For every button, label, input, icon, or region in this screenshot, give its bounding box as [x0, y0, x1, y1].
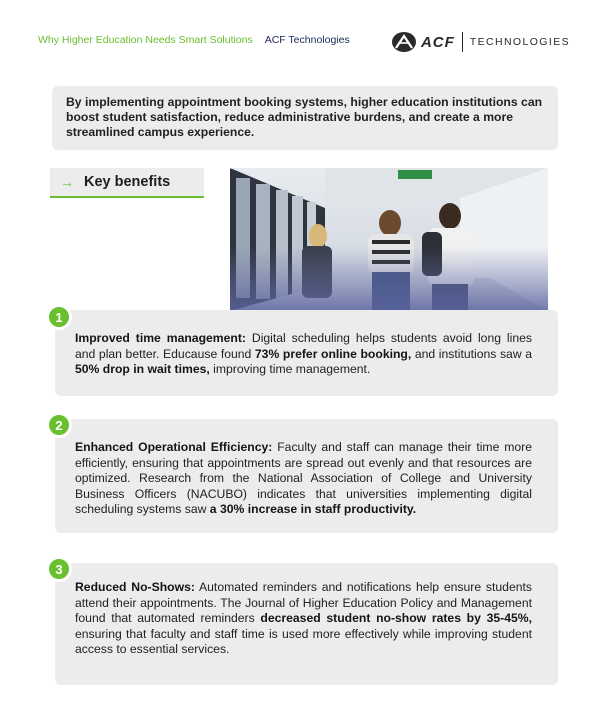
logo-divider — [462, 32, 463, 52]
benefit-text: Digital scheduling helps students avoid long lines and plan better. Educause found — [75, 331, 532, 361]
benefit-card-2 — [55, 419, 558, 533]
acf-logo-mark-icon — [391, 31, 417, 53]
key-benefits-heading — [50, 168, 204, 198]
benefit-card-3 — [55, 563, 558, 685]
benefit-text: ensuring that faculty and staff time is used more effectively while improving student access to essential services. — [75, 626, 532, 656]
benefit-number-badge-1: 1 — [46, 304, 72, 330]
key-benefits-label: Key benefits — [84, 174, 171, 190]
benefit-text-bold: Reduced No-Shows: — [75, 580, 195, 594]
benefit-text-bold: a 30% increase in staff productivity. — [209, 502, 417, 516]
doc-title: Why Higher Education Needs Smart Solutions — [38, 34, 253, 46]
company-name: ACF Technologies — [264, 34, 350, 46]
students-hallway-illustration — [230, 168, 548, 311]
benefit-number-badge-3: 3 — [46, 556, 72, 582]
benefit-text-bold: Improved time management: — [75, 331, 246, 345]
benefit-card-1 — [55, 310, 558, 396]
logo-acf-text: ACF — [420, 33, 455, 51]
benefit-text: improving time management. — [209, 362, 371, 376]
benefit-text: Automated reminders and notifications help ensure students attend their appointments. The Journal of Higher Education Policy and Management found that automated reminders — [75, 580, 532, 625]
page-header — [38, 30, 570, 56]
benefit-text-bold: decreased student no-show rates by 35-45%, — [260, 611, 532, 625]
benefit-text: and institutions saw a — [411, 346, 532, 361]
benefit-text-bold: 50% drop in wait times, — [75, 362, 210, 376]
benefit-text-bold: 73% prefer online booking, — [254, 346, 412, 361]
benefit-text-bold: Enhanced Operational Efficiency: — [75, 440, 273, 454]
benefit-number-badge-2: 2 — [46, 412, 72, 438]
header-breadcrumb — [38, 34, 350, 46]
students-walking-photo — [230, 168, 548, 311]
acf-logo — [391, 30, 570, 54]
arrow-right-icon: → — [60, 174, 74, 190]
logo-technologies-text: TECHNOLOGIES — [469, 36, 570, 48]
benefit-text: Faculty and staff can manage their time more efficiently, ensuring that appointments are spread out evenly and that resources are optimized. Research from the National Association of College and University Business Officers (NACUBO) indicates that universities implementing digital scheduling systems saw — [75, 440, 532, 516]
intro-summary: By implementing appointment booking systems, higher education institutions can boost student satisfaction, reduce administrative burdens, and create a more streamlined campus experience. — [52, 86, 558, 150]
